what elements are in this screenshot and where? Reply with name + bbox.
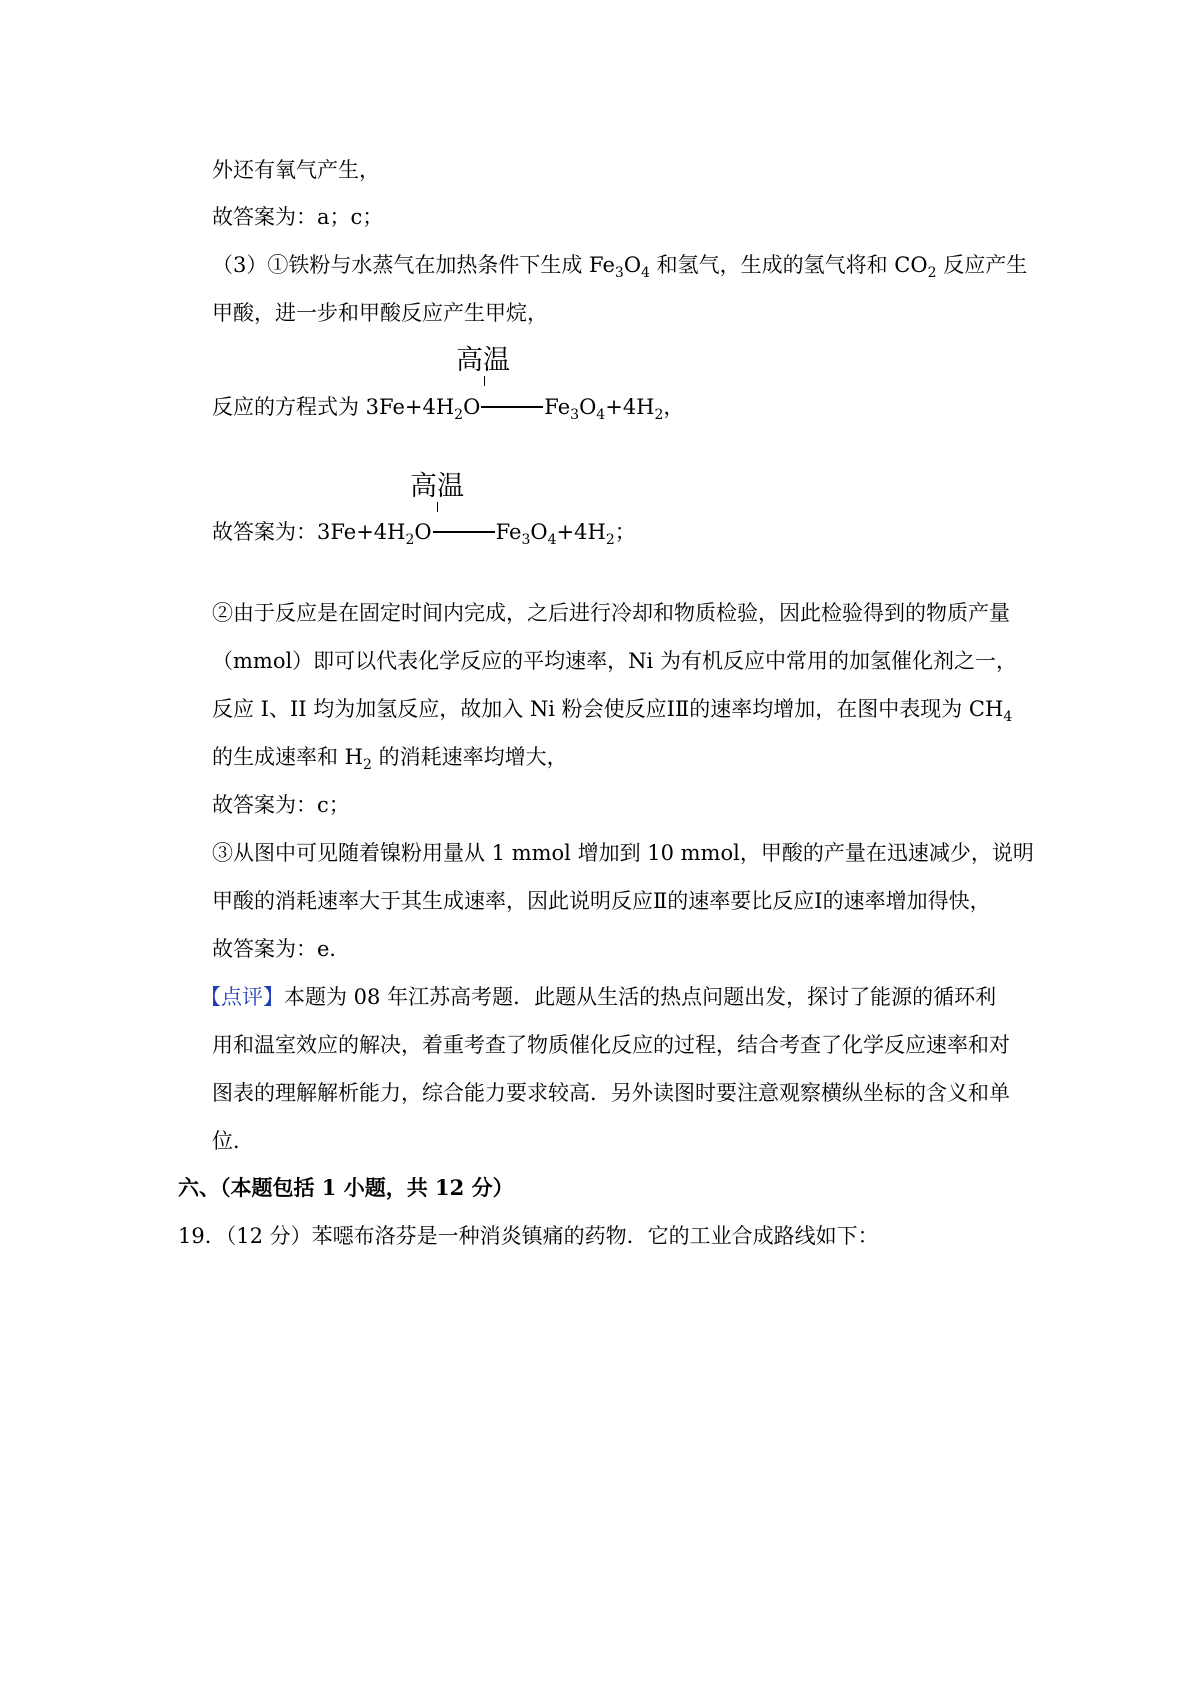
reaction-condition: 高温: [456, 345, 510, 376]
paragraph-line: 的生成速率和 $H_2$ 的消耗速率均增大，: [212, 745, 568, 773]
comment-tag: 【点评】: [200, 985, 284, 1009]
answer-line: 故答案为：e．: [212, 937, 351, 961]
paragraph-line: 甲酸的消耗速率大于其生成速率，因此说明反应Ⅱ的速率要比反应Ⅰ的速率增加得快，: [212, 889, 991, 913]
paragraph-line: 外还有氧气产生，: [212, 158, 380, 182]
paragraph-line: ③从图中可见随着镍粉用量从 1 mmol 增加到 10 mmol，甲酸的产量在迅速减少，说明: [212, 841, 1034, 865]
paragraph-line: 图表的理解解析能力，综合能力要求较高．另外读图时要注意观察横纵坐标的含义和单: [212, 1081, 1010, 1105]
reaction-arrow: [481, 406, 543, 408]
paragraph-line: 甲酸，进一步和甲酸反应产生甲烷，: [212, 301, 548, 325]
section-heading: 六、（本题包括 1 小题，共 12 分）: [178, 1175, 514, 1200]
condition-tick: [437, 502, 438, 512]
paragraph-line: 反应 I、II 均为加氢反应，故加入 Ni 粉会使反应ⅠⅡ的速率均增加，在图中表现为 $CH_4$: [212, 697, 1013, 725]
paragraph-line: （3）①铁粉与水蒸气在加热条件下生成 $Fe_3O_4$ 和氢气，生成的氢气将和 $CO_2$ 反应产生: [212, 253, 1028, 281]
reaction-condition: 高温: [410, 471, 464, 502]
answer-line: 故答案为：c；: [212, 793, 350, 817]
answer-line: 故答案为：a；c；: [212, 205, 384, 229]
comment-line: 【点评】本题为 08 年江苏高考题．此题从生活的热点问题出发，探讨了能源的循环利: [200, 985, 997, 1009]
condition-tick: [484, 376, 485, 386]
paragraph-line: ②由于反应是在固定时间内完成，之后进行冷却和物质检验，因此检验得到的物质产量: [212, 601, 1010, 625]
question-line: 19．（12 分）苯噁布洛芬是一种消炎镇痛的药物．它的工业合成路线如下：: [178, 1224, 879, 1248]
answer-equation-line: 故答案为：$3Fe+4H_2O$ $Fe_3O_4+4H_2$；: [212, 520, 636, 548]
reaction-arrow: [433, 531, 495, 533]
paragraph-line: （mmol）即可以代表化学反应的平均速率，Ni 为有机反应中常用的加氢催化剂之一，: [212, 649, 1017, 673]
paragraph-line: 位．: [212, 1129, 254, 1153]
equation-line: 反应的方程式为 $3Fe+4H_2O$ $Fe_3O_4+4H_2$，: [212, 395, 685, 423]
paragraph-line: 用和温室效应的解决，着重考查了物质催化反应的过程，结合考查了化学反应速率和对: [212, 1033, 1010, 1057]
